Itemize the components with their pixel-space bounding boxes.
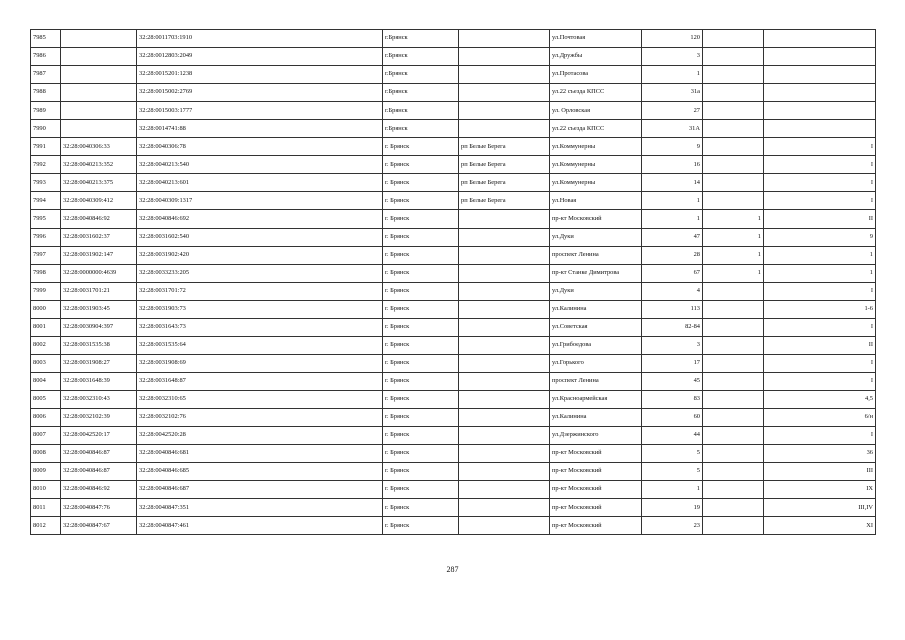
table-row bbox=[31, 336, 876, 354]
cadastral-number-cell: 32:28:0012803:2049 bbox=[137, 48, 383, 66]
row-number-cell: 7986 bbox=[31, 48, 61, 66]
cadastral-number-cell: 32:28:0031535:64 bbox=[137, 336, 383, 354]
column-8-cell bbox=[703, 408, 764, 426]
old-cadastral-number-cell: 32:28:0040846:92 bbox=[61, 210, 137, 228]
row-number-cell: 8002 bbox=[31, 336, 61, 354]
street-cell: ул.Новая bbox=[550, 192, 642, 210]
cadastral-number-cell: 32:28:0033233:205 bbox=[137, 264, 383, 282]
column-9-cell: 1 bbox=[764, 246, 876, 264]
table-row bbox=[31, 156, 876, 174]
table-row bbox=[31, 192, 876, 210]
old-cadastral-number-cell: 32:28:0040846:87 bbox=[61, 463, 137, 481]
house-number-cell: 31а bbox=[642, 84, 703, 102]
column-8-cell bbox=[703, 481, 764, 499]
old-cadastral-number-cell: 32:28:0031902:147 bbox=[61, 246, 137, 264]
cadastral-number-cell: 32:28:0040306:78 bbox=[137, 138, 383, 156]
page-number: 287 bbox=[446, 565, 459, 574]
table-row bbox=[31, 517, 876, 535]
district-cell bbox=[459, 48, 550, 66]
district-cell bbox=[459, 463, 550, 481]
street-cell: ул.Красноармейская bbox=[550, 390, 642, 408]
street-cell: пр-кт Московский bbox=[550, 210, 642, 228]
table-row bbox=[31, 445, 876, 463]
column-8-cell bbox=[703, 120, 764, 138]
cadastral-number-cell: 32:28:0031902:420 bbox=[137, 246, 383, 264]
cadastral-number-cell: 32:28:0011703:1910 bbox=[137, 30, 383, 48]
cadastral-number-cell: 32:28:0040846:681 bbox=[137, 445, 383, 463]
street-cell: пр-кт Московский bbox=[550, 517, 642, 535]
column-8-cell bbox=[703, 174, 764, 192]
street-cell: ул.Дуки bbox=[550, 228, 642, 246]
district-cell bbox=[459, 445, 550, 463]
house-number-cell: 31А bbox=[642, 120, 703, 138]
column-9-cell: 1-6 bbox=[764, 300, 876, 318]
street-cell: ул.Протасова bbox=[550, 66, 642, 84]
city-cell: г. Брянск bbox=[383, 499, 459, 517]
house-number-cell: 1 bbox=[642, 210, 703, 228]
old-cadastral-number-cell: 32:28:0040847:76 bbox=[61, 499, 137, 517]
table-row bbox=[31, 481, 876, 499]
column-9-cell: IX bbox=[764, 481, 876, 499]
street-cell: ул.22 съезда КПСС bbox=[550, 84, 642, 102]
table-row bbox=[31, 463, 876, 481]
row-number-cell: 7998 bbox=[31, 264, 61, 282]
row-number-cell: 8005 bbox=[31, 390, 61, 408]
column-9-cell: III bbox=[764, 463, 876, 481]
table-row bbox=[31, 264, 876, 282]
column-8-cell bbox=[703, 445, 764, 463]
city-cell: г. Брянск bbox=[383, 138, 459, 156]
table-row bbox=[31, 427, 876, 445]
cadastral-number-cell: 32:28:0031701:72 bbox=[137, 282, 383, 300]
table-row bbox=[31, 499, 876, 517]
old-cadastral-number-cell bbox=[61, 66, 137, 84]
column-8-cell bbox=[703, 499, 764, 517]
row-number-cell: 7992 bbox=[31, 156, 61, 174]
old-cadastral-number-cell: 32:28:0031648:39 bbox=[61, 372, 137, 390]
house-number-cell: 60 bbox=[642, 408, 703, 426]
city-cell: г.Брянск bbox=[383, 120, 459, 138]
old-cadastral-number-cell: 32:28:0040306:33 bbox=[61, 138, 137, 156]
cadastral-number-cell: 32:28:0031643:73 bbox=[137, 318, 383, 336]
column-9-cell bbox=[764, 102, 876, 120]
house-number-cell: 4 bbox=[642, 282, 703, 300]
column-8-cell bbox=[703, 66, 764, 84]
cadastral-number-cell: 32:28:0031903:73 bbox=[137, 300, 383, 318]
city-cell: г. Брянск bbox=[383, 210, 459, 228]
table-row bbox=[31, 372, 876, 390]
old-cadastral-number-cell: 32:28:0032102:39 bbox=[61, 408, 137, 426]
row-number-cell: 7987 bbox=[31, 66, 61, 84]
old-cadastral-number-cell: 32:28:0031701:21 bbox=[61, 282, 137, 300]
district-cell: рп Белые Берега bbox=[459, 174, 550, 192]
street-cell: пр-кт Московский bbox=[550, 481, 642, 499]
house-number-cell: 1 bbox=[642, 192, 703, 210]
street-cell: пр-кт Московский bbox=[550, 445, 642, 463]
city-cell: г. Брянск bbox=[383, 318, 459, 336]
cadastral-number-cell: 32:28:0015002:2769 bbox=[137, 84, 383, 102]
street-cell: ул.Дзержинского bbox=[550, 427, 642, 445]
column-9-cell: I bbox=[764, 156, 876, 174]
house-number-cell: 23 bbox=[642, 517, 703, 535]
district-cell bbox=[459, 372, 550, 390]
column-8-cell bbox=[703, 282, 764, 300]
column-9-cell: I bbox=[764, 427, 876, 445]
column-9-cell bbox=[764, 66, 876, 84]
row-number-cell: 8000 bbox=[31, 300, 61, 318]
street-cell: ул.Почтовая bbox=[550, 30, 642, 48]
city-cell: г. Брянск bbox=[383, 228, 459, 246]
cadastral-number-cell: 32:28:0040847:461 bbox=[137, 517, 383, 535]
cadastral-number-cell: 32:28:0015003:1777 bbox=[137, 102, 383, 120]
row-number-cell: 7996 bbox=[31, 228, 61, 246]
table-row bbox=[31, 84, 876, 102]
column-8-cell bbox=[703, 138, 764, 156]
table-body bbox=[31, 30, 876, 535]
city-cell: г.Брянск bbox=[383, 84, 459, 102]
table-row bbox=[31, 138, 876, 156]
house-number-cell: 27 bbox=[642, 102, 703, 120]
house-number-cell: 5 bbox=[642, 445, 703, 463]
city-cell: г. Брянск bbox=[383, 354, 459, 372]
old-cadastral-number-cell bbox=[61, 102, 137, 120]
house-number-cell: 82-84 bbox=[642, 318, 703, 336]
street-cell: пр-кт Станке Димитрова bbox=[550, 264, 642, 282]
street-cell: проспект Ленина bbox=[550, 246, 642, 264]
street-cell: ул.Советская bbox=[550, 318, 642, 336]
old-cadastral-number-cell: 32:28:0031903:45 bbox=[61, 300, 137, 318]
cadastral-number-cell: 32:28:0031908:69 bbox=[137, 354, 383, 372]
street-cell: ул.Коммунерны bbox=[550, 174, 642, 192]
city-cell: г. Брянск bbox=[383, 481, 459, 499]
house-number-cell: 14 bbox=[642, 174, 703, 192]
city-cell: г. Брянск bbox=[383, 192, 459, 210]
district-cell bbox=[459, 102, 550, 120]
table-row bbox=[31, 282, 876, 300]
old-cadastral-number-cell: 32:28:0032310:43 bbox=[61, 390, 137, 408]
city-cell: г.Брянск bbox=[383, 102, 459, 120]
district-cell bbox=[459, 84, 550, 102]
cadastral-number-cell: 32:28:0040846:692 bbox=[137, 210, 383, 228]
old-cadastral-number-cell: 32:28:0040846:92 bbox=[61, 481, 137, 499]
cadastral-number-cell: 32:28:0032102:76 bbox=[137, 408, 383, 426]
street-cell: ул. Орловская bbox=[550, 102, 642, 120]
district-cell bbox=[459, 481, 550, 499]
street-cell: ул.Дружбы bbox=[550, 48, 642, 66]
old-cadastral-number-cell: 32:28:0031602:37 bbox=[61, 228, 137, 246]
cadastral-number-cell: 32:28:0031648:87 bbox=[137, 372, 383, 390]
district-cell bbox=[459, 228, 550, 246]
registry-table bbox=[30, 29, 876, 535]
city-cell: г. Брянск bbox=[383, 264, 459, 282]
street-cell: пр-кт Московский bbox=[550, 463, 642, 481]
column-8-cell: 1 bbox=[703, 264, 764, 282]
table-row bbox=[31, 390, 876, 408]
district-cell bbox=[459, 318, 550, 336]
row-number-cell: 8012 bbox=[31, 517, 61, 535]
old-cadastral-number-cell: 32:28:0000000:4639 bbox=[61, 264, 137, 282]
column-9-cell: I bbox=[764, 372, 876, 390]
column-9-cell: 4,5 bbox=[764, 390, 876, 408]
district-cell bbox=[459, 282, 550, 300]
street-cell: ул.Калинина bbox=[550, 300, 642, 318]
cadastral-number-cell: 32:28:0031602:540 bbox=[137, 228, 383, 246]
district-cell: рп Белые Берега bbox=[459, 156, 550, 174]
city-cell: г. Брянск bbox=[383, 246, 459, 264]
city-cell: г. Брянск bbox=[383, 156, 459, 174]
old-cadastral-number-cell bbox=[61, 84, 137, 102]
row-number-cell: 7994 bbox=[31, 192, 61, 210]
table-row bbox=[31, 300, 876, 318]
house-number-cell: 19 bbox=[642, 499, 703, 517]
old-cadastral-number-cell bbox=[61, 120, 137, 138]
column-8-cell bbox=[703, 517, 764, 535]
table-row bbox=[31, 174, 876, 192]
row-number-cell: 7995 bbox=[31, 210, 61, 228]
table-row bbox=[31, 30, 876, 48]
city-cell: г. Брянск bbox=[383, 174, 459, 192]
district-cell bbox=[459, 499, 550, 517]
column-9-cell: I bbox=[764, 318, 876, 336]
street-cell: ул.Дуки bbox=[550, 282, 642, 300]
column-9-cell bbox=[764, 48, 876, 66]
house-number-cell: 44 bbox=[642, 427, 703, 445]
table-row bbox=[31, 120, 876, 138]
table-row bbox=[31, 354, 876, 372]
column-8-cell bbox=[703, 30, 764, 48]
house-number-cell: 5 bbox=[642, 463, 703, 481]
cadastral-number-cell: 32:28:0040846:687 bbox=[137, 481, 383, 499]
city-cell: г. Брянск bbox=[383, 390, 459, 408]
row-number-cell: 7991 bbox=[31, 138, 61, 156]
column-8-cell bbox=[703, 463, 764, 481]
street-cell: ул.Коммунерны bbox=[550, 138, 642, 156]
cadastral-number-cell: 32:28:0015201:1238 bbox=[137, 66, 383, 84]
district-cell bbox=[459, 210, 550, 228]
table-row bbox=[31, 210, 876, 228]
old-cadastral-number-cell: 32:28:0030904:397 bbox=[61, 318, 137, 336]
district-cell bbox=[459, 427, 550, 445]
row-number-cell: 7999 bbox=[31, 282, 61, 300]
column-8-cell: 1 bbox=[703, 246, 764, 264]
old-cadastral-number-cell: 32:28:0040847:67 bbox=[61, 517, 137, 535]
column-9-cell: 6/н bbox=[764, 408, 876, 426]
old-cadastral-number-cell: 32:28:0040213:352 bbox=[61, 156, 137, 174]
column-9-cell bbox=[764, 30, 876, 48]
street-cell: ул.Горького bbox=[550, 354, 642, 372]
column-8-cell bbox=[703, 300, 764, 318]
row-number-cell: 8007 bbox=[31, 427, 61, 445]
table-row bbox=[31, 228, 876, 246]
row-number-cell: 7988 bbox=[31, 84, 61, 102]
row-number-cell: 8003 bbox=[31, 354, 61, 372]
street-cell: проспект Ленина bbox=[550, 372, 642, 390]
row-number-cell: 7997 bbox=[31, 246, 61, 264]
house-number-cell: 1 bbox=[642, 481, 703, 499]
cadastral-number-cell: 32:28:0042520:28 bbox=[137, 427, 383, 445]
old-cadastral-number-cell: 32:28:0040213:375 bbox=[61, 174, 137, 192]
district-cell bbox=[459, 354, 550, 372]
column-9-cell: I bbox=[764, 138, 876, 156]
row-number-cell: 8010 bbox=[31, 481, 61, 499]
table-row bbox=[31, 408, 876, 426]
table-row bbox=[31, 246, 876, 264]
city-cell: г. Брянск bbox=[383, 408, 459, 426]
cadastral-number-cell: 32:28:0040847:351 bbox=[137, 499, 383, 517]
city-cell: г. Брянск bbox=[383, 336, 459, 354]
old-cadastral-number-cell: 32:28:0031908:27 bbox=[61, 354, 137, 372]
column-8-cell bbox=[703, 427, 764, 445]
district-cell: рп Белые Берега bbox=[459, 192, 550, 210]
city-cell: г.Брянск bbox=[383, 30, 459, 48]
column-9-cell bbox=[764, 84, 876, 102]
street-cell: пр-кт Московский bbox=[550, 499, 642, 517]
city-cell: г. Брянск bbox=[383, 463, 459, 481]
street-cell: ул.Коммунерны bbox=[550, 156, 642, 174]
row-number-cell: 8004 bbox=[31, 372, 61, 390]
row-number-cell: 8006 bbox=[31, 408, 61, 426]
old-cadastral-number-cell: 32:28:0042520:17 bbox=[61, 427, 137, 445]
city-cell: г. Брянск bbox=[383, 300, 459, 318]
district-cell bbox=[459, 408, 550, 426]
house-number-cell: 9 bbox=[642, 138, 703, 156]
column-9-cell: II bbox=[764, 336, 876, 354]
column-9-cell: 9 bbox=[764, 228, 876, 246]
house-number-cell: 3 bbox=[642, 336, 703, 354]
house-number-cell: 16 bbox=[642, 156, 703, 174]
table-row bbox=[31, 66, 876, 84]
row-number-cell: 8009 bbox=[31, 463, 61, 481]
row-number-cell: 7985 bbox=[31, 30, 61, 48]
old-cadastral-number-cell bbox=[61, 30, 137, 48]
column-8-cell: 1 bbox=[703, 210, 764, 228]
column-8-cell bbox=[703, 372, 764, 390]
cadastral-number-cell: 32:28:0032310:65 bbox=[137, 390, 383, 408]
house-number-cell: 3 bbox=[642, 48, 703, 66]
district-cell bbox=[459, 517, 550, 535]
house-number-cell: 83 bbox=[642, 390, 703, 408]
row-number-cell: 8008 bbox=[31, 445, 61, 463]
city-cell: г. Брянск bbox=[383, 372, 459, 390]
district-cell bbox=[459, 66, 550, 84]
street-cell: ул.Калинина bbox=[550, 408, 642, 426]
cadastral-number-cell: 32:28:0040213:540 bbox=[137, 156, 383, 174]
house-number-cell: 120 bbox=[642, 30, 703, 48]
cadastral-number-cell: 32:28:0040846:685 bbox=[137, 463, 383, 481]
house-number-cell: 113 bbox=[642, 300, 703, 318]
column-8-cell bbox=[703, 192, 764, 210]
cadastral-number-cell: 32:28:0040213:601 bbox=[137, 174, 383, 192]
column-8-cell bbox=[703, 156, 764, 174]
column-9-cell: II bbox=[764, 210, 876, 228]
old-cadastral-number-cell bbox=[61, 48, 137, 66]
table-row bbox=[31, 318, 876, 336]
district-cell bbox=[459, 120, 550, 138]
district-cell bbox=[459, 300, 550, 318]
house-number-cell: 45 bbox=[642, 372, 703, 390]
column-9-cell: I bbox=[764, 174, 876, 192]
row-number-cell: 7993 bbox=[31, 174, 61, 192]
city-cell: г. Брянск bbox=[383, 517, 459, 535]
city-cell: г. Брянск bbox=[383, 282, 459, 300]
column-9-cell: I bbox=[764, 282, 876, 300]
row-number-cell: 7990 bbox=[31, 120, 61, 138]
column-8-cell bbox=[703, 336, 764, 354]
cadastral-number-cell: 32:28:0014741:88 bbox=[137, 120, 383, 138]
column-8-cell: 1 bbox=[703, 228, 764, 246]
column-9-cell: III,IV bbox=[764, 499, 876, 517]
column-8-cell bbox=[703, 390, 764, 408]
city-cell: г.Брянск bbox=[383, 48, 459, 66]
column-9-cell: XI bbox=[764, 517, 876, 535]
old-cadastral-number-cell: 32:28:0040309:412 bbox=[61, 192, 137, 210]
district-cell bbox=[459, 336, 550, 354]
column-8-cell bbox=[703, 102, 764, 120]
city-cell: г.Брянск bbox=[383, 66, 459, 84]
cadastral-number-cell: 32:28:0040309:1317 bbox=[137, 192, 383, 210]
district-cell bbox=[459, 30, 550, 48]
column-9-cell: 36 bbox=[764, 445, 876, 463]
district-cell bbox=[459, 264, 550, 282]
table-row bbox=[31, 48, 876, 66]
column-9-cell: 1 bbox=[764, 264, 876, 282]
row-number-cell: 7989 bbox=[31, 102, 61, 120]
house-number-cell: 67 bbox=[642, 264, 703, 282]
row-number-cell: 8001 bbox=[31, 318, 61, 336]
house-number-cell: 47 bbox=[642, 228, 703, 246]
district-cell bbox=[459, 390, 550, 408]
column-9-cell: I bbox=[764, 192, 876, 210]
column-8-cell bbox=[703, 84, 764, 102]
city-cell: г. Брянск bbox=[383, 445, 459, 463]
street-cell: ул.22 съезда КПСС bbox=[550, 120, 642, 138]
table-row bbox=[31, 102, 876, 120]
old-cadastral-number-cell: 32:28:0031535:38 bbox=[61, 336, 137, 354]
house-number-cell: 17 bbox=[642, 354, 703, 372]
column-9-cell bbox=[764, 120, 876, 138]
city-cell: г. Брянск bbox=[383, 427, 459, 445]
district-cell bbox=[459, 246, 550, 264]
old-cadastral-number-cell: 32:28:0040846:87 bbox=[61, 445, 137, 463]
column-9-cell: I bbox=[764, 354, 876, 372]
column-8-cell bbox=[703, 318, 764, 336]
column-8-cell bbox=[703, 48, 764, 66]
street-cell: ул.Грибоедова bbox=[550, 336, 642, 354]
district-cell: рп Белые Берега bbox=[459, 138, 550, 156]
house-number-cell: 1 bbox=[642, 66, 703, 84]
column-8-cell bbox=[703, 354, 764, 372]
row-number-cell: 8011 bbox=[31, 499, 61, 517]
house-number-cell: 28 bbox=[642, 246, 703, 264]
